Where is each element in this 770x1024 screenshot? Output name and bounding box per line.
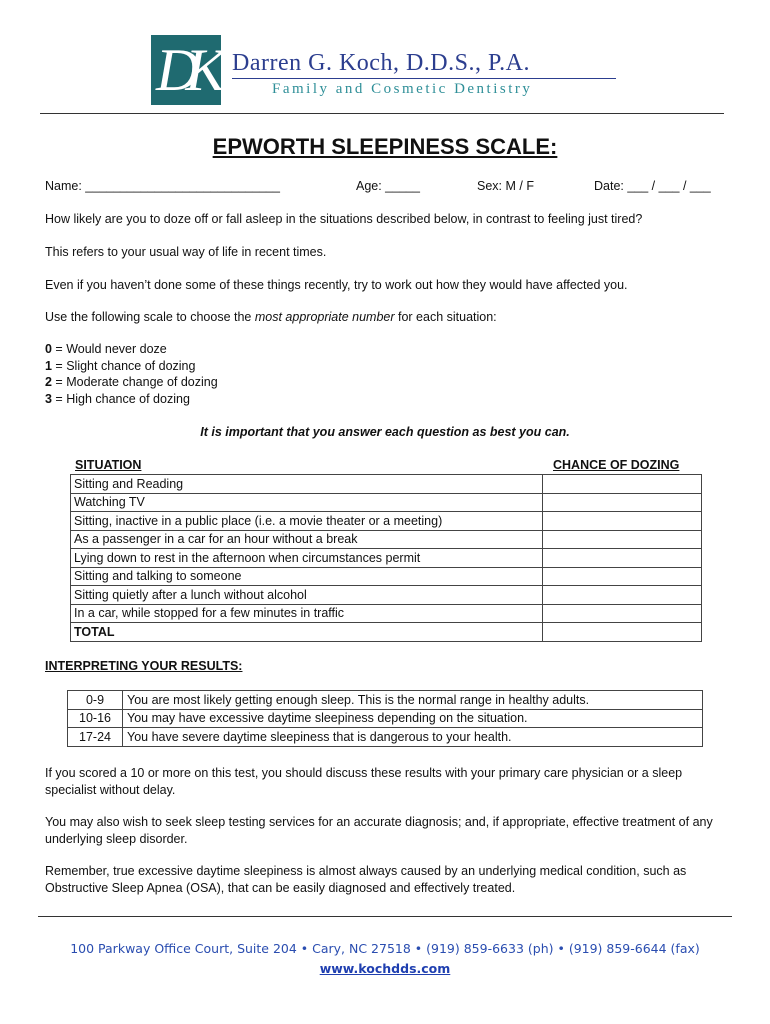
scale-item (45, 359, 195, 373)
intro-question: How likely are you to doze off or fall asleep in the situations described below, in contrast to feeling just tired? (45, 212, 643, 226)
table-row (68, 728, 703, 747)
range-description: You are most likely getting enough sleep. This is the normal range in healthy adults. (123, 691, 703, 710)
scale-number: 3 (45, 392, 52, 406)
firm-name-divider (232, 78, 616, 79)
page-title: EPWORTH SLEEPINESS SCALE: (212, 134, 558, 159)
scale-item (45, 342, 167, 356)
score-cell[interactable] (543, 586, 702, 605)
score-cell[interactable] (543, 493, 702, 512)
intro-p3-start: Use the following scale to choose the (45, 310, 255, 324)
table-row (71, 512, 702, 531)
table-row (71, 604, 702, 623)
score-range: 10-16 (68, 709, 123, 728)
score-cell[interactable] (543, 549, 702, 568)
scale-text: = High chance of dozing (51, 392, 190, 406)
emphasis-note: It is important that you answer each question as best you can. (200, 425, 570, 439)
age-field[interactable]: Age: _____ (356, 179, 420, 193)
header-divider (40, 113, 724, 114)
situation-label: Lying down to rest in the afternoon when circumstances permit (71, 549, 543, 568)
score-range: 0-9 (68, 691, 123, 710)
table-row (71, 493, 702, 512)
total-label: TOTAL (71, 623, 543, 642)
score-cell[interactable] (543, 530, 702, 549)
scale-item (45, 375, 218, 389)
intro-p3-italic: most appropriate number (254, 310, 395, 324)
closing-paragraph-2: You may also wish to seek sleep testing services for an accurate diagnosis; and, if appropriate, effective treatment of any underlying sleep disorder. (45, 815, 713, 846)
score-cell[interactable] (543, 475, 702, 494)
situation-label: Sitting and talking to someone (71, 567, 543, 586)
closing-paragraph-3: Remember, true excessive daytime sleepiness is almost always caused by an underlying medical condition, such as Obstructive Sleep Apnea (OSA), that can be easily diagnosed and effectively treated. (45, 864, 687, 895)
intro-p3-end: for each situation: (394, 310, 497, 324)
situation-label: In a car, while stopped for a few minutes in traffic (71, 604, 543, 623)
situation-label: Sitting and Reading (71, 475, 543, 494)
intro-paragraph-2: Even if you haven’t done some of these things recently, try to work out how they would have affected you. (45, 278, 628, 292)
scale-text: = Would never doze (51, 342, 167, 356)
footer-divider (38, 916, 732, 917)
table-row (71, 530, 702, 549)
total-score-cell[interactable] (543, 623, 702, 642)
date-field[interactable]: Date: ___ / ___ / ___ (594, 179, 711, 193)
range-description: You may have excessive daytime sleepiness depending on the situation. (123, 709, 703, 728)
total-row (71, 623, 702, 642)
intro-paragraph-3 (45, 310, 497, 324)
table-row (68, 691, 703, 710)
website-link[interactable]: www.kochdds.com (319, 961, 451, 976)
footer-address: 100 Parkway Office Court, Suite 204 • Cary, NC 27518 • (919) 859-6633 (ph) • (919) 859-6644 (fax) (70, 941, 700, 956)
score-range: 17-24 (68, 728, 123, 747)
scale-text: = Moderate change of dozing (51, 375, 218, 389)
interpretation-table (67, 690, 703, 747)
situation-label: Watching TV (71, 493, 543, 512)
scale-number: 1 (45, 359, 52, 373)
score-cell[interactable] (543, 512, 702, 531)
sex-field[interactable]: Sex: M / F (477, 179, 534, 193)
table-row (71, 567, 702, 586)
situation-table (70, 474, 702, 642)
scale-number: 0 (45, 342, 52, 356)
firm-name: Darren G. Koch, D.D.S., P.A. (232, 50, 530, 76)
situation-label: As a passenger in a car for an hour without a break (71, 530, 543, 549)
table-row (68, 709, 703, 728)
score-cell[interactable] (543, 567, 702, 586)
scale-item (45, 392, 190, 406)
interpreting-heading: INTERPRETING YOUR RESULTS: (45, 659, 243, 673)
chance-column-header: CHANCE OF DOZING (553, 458, 680, 472)
logo-letters: DK (156, 37, 212, 103)
table-row (71, 586, 702, 605)
table-row (71, 475, 702, 494)
name-field[interactable]: Name: ____________________________ (45, 179, 280, 193)
closing-paragraph-1: If you scored a 10 or more on this test, you should discuss these results with your primary care physician or a sleep specialist without delay. (45, 766, 683, 797)
situation-column-header: SITUATION (75, 458, 142, 472)
situation-label: Sitting quietly after a lunch without alcohol (71, 586, 543, 605)
range-description: You have severe daytime sleepiness that is dangerous to your health. (123, 728, 703, 747)
score-cell[interactable] (543, 604, 702, 623)
firm-subtitle: Family and Cosmetic Dentistry (272, 81, 533, 97)
intro-paragraph-1: This refers to your usual way of life in recent times. (45, 245, 327, 259)
scale-text: = Slight chance of dozing (51, 359, 196, 373)
scale-number: 2 (45, 375, 52, 389)
table-row (71, 549, 702, 568)
situation-label: Sitting, inactive in a public place (i.e. a movie theater or a meeting) (71, 512, 543, 531)
